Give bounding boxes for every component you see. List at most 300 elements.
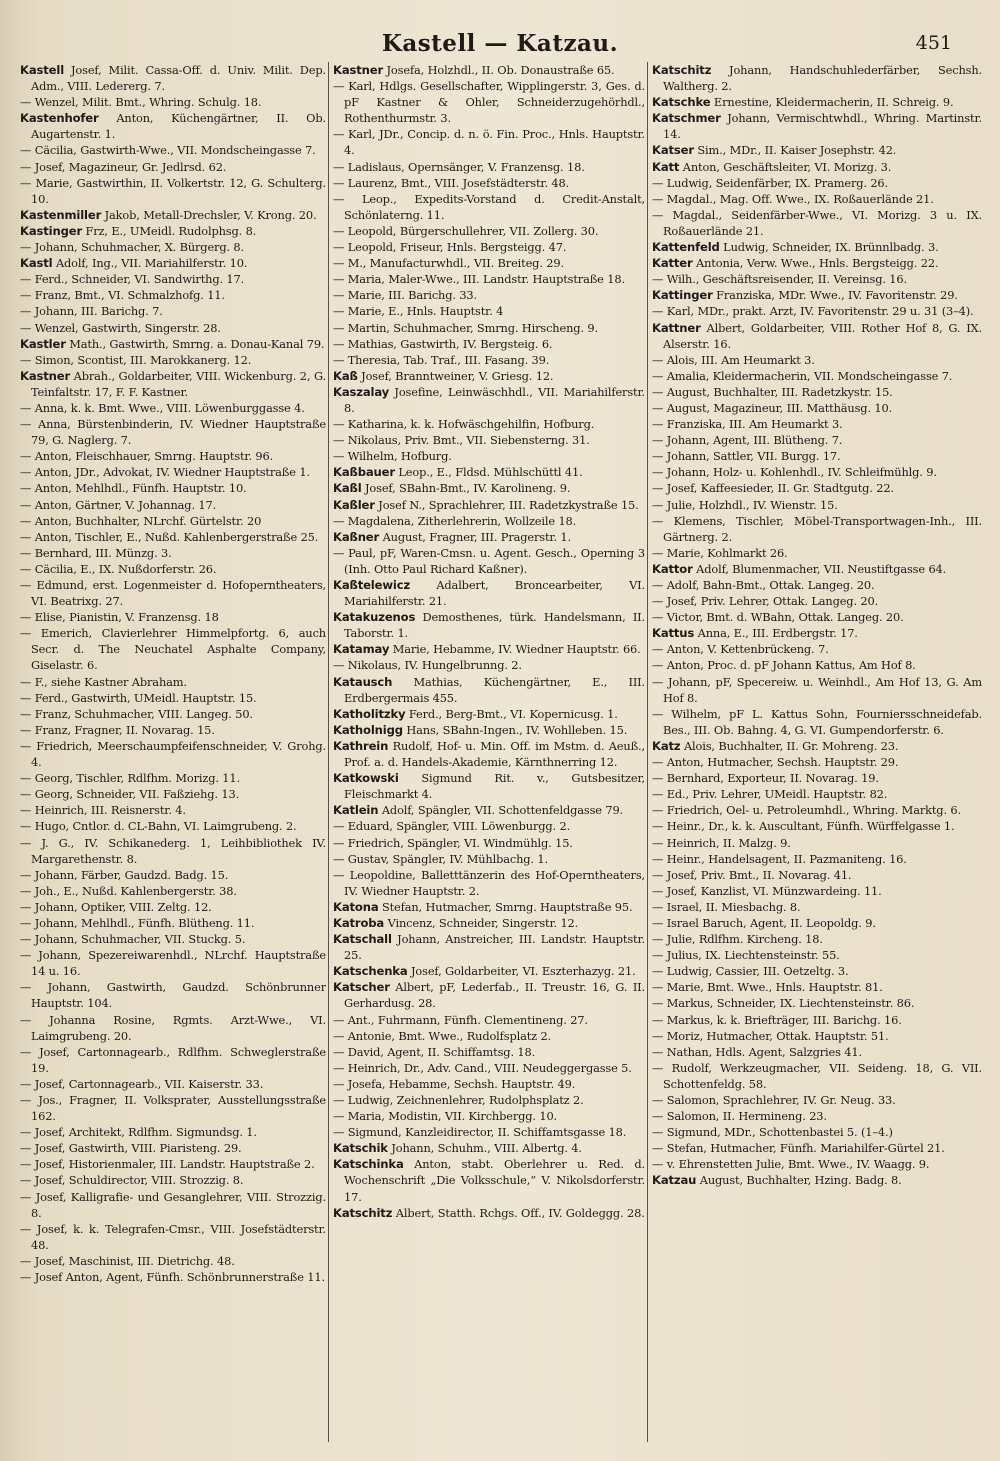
entry-details: — Julie, Rdlfhm. Kircheng. 18. <box>652 932 823 947</box>
entry-details: — Anton, Gärtner, V. Johannag. 17. <box>20 497 217 512</box>
directory-entry <box>20 497 326 513</box>
entry-details: — Josefa, Hebamme, Sechsh. Hauptstr. 49. <box>333 1076 576 1091</box>
entry-details: — Emerich, Clavierlehrer Himmelpfortg. 6, auch Secr. d. The Neuchatel Asphalte Company, Giselastr. 6. <box>20 626 326 673</box>
entry-details: Mathias, Küchengärtner, E., III. Erdbergermais 455. <box>344 674 645 705</box>
entry-details: — Alois, III. Am Heumarkt 3. <box>652 352 815 367</box>
directory-entry <box>333 448 645 464</box>
entry-details: — Bernhard, III. Münzg. 3. <box>20 545 172 560</box>
entry-details: — Marie, Bmt. Wwe., Hnls. Hauptstr. 81. <box>652 980 883 995</box>
directory-entry <box>20 352 326 368</box>
directory-entry <box>20 175 326 207</box>
entry-details: — Josef, Cartonnagearb., VII. Kaiserstr. 33. <box>20 1076 264 1091</box>
entry-details: — Johann, Schuhmacher, X. Bürgerg. 8. <box>20 240 244 255</box>
entry-surname: Katschall <box>333 932 392 947</box>
directory-entry <box>333 1044 645 1060</box>
entry-details: Anton, Küchengärtner, II. Ob. Augartenstr. 1. <box>31 111 326 142</box>
entry-details: — Leopoldine, Balletttänzerin des Hof-Operntheaters, IV. Wiedner Hauptstr. 2. <box>333 867 645 898</box>
directory-entry <box>333 1092 645 1108</box>
directory-entry <box>20 1172 326 1188</box>
entry-details: — Josef, Kanzlist, VI. Münzwardeing. 11. <box>652 883 882 898</box>
directory-entry <box>20 883 326 899</box>
entry-details: — Ludwig, Zeichnenlehrer, Rudolphsplatz 2. <box>333 1093 584 1107</box>
directory-entry <box>652 979 982 995</box>
entry-details: — Moriz, Hutmacher, Ottak. Hauptstr. 51. <box>652 1028 889 1043</box>
entry-surname: Kastner <box>20 368 71 383</box>
entry-details: — Franz, Bmt., VI. Schmalzhofg. 11. <box>20 288 225 303</box>
directory-entry <box>333 1140 645 1156</box>
directory-entry <box>20 448 326 464</box>
directory-entry <box>333 641 645 657</box>
entry-details: — Johann, Gastwirth, Gaudzd. Schönbrunner Hauptstr. 104. <box>20 980 326 1011</box>
entry-details: — Anna, k. k. Bmt. Wwe., VIII. Löwenburggasse 4. <box>20 400 305 415</box>
entry-details: — Georg, Tischler, Rdlfhm. Morizg. 11. <box>20 771 240 786</box>
directory-entry <box>652 255 982 271</box>
entry-details: — Martin, Schuhmacher, Smrng. Hirscheng. 9. <box>333 320 598 335</box>
entry-details: — M., Manufacturwhdl., VII. Breiteg. 29. <box>333 256 564 271</box>
directory-entry <box>652 368 982 384</box>
directory-entry <box>333 931 645 963</box>
directory-entry <box>333 175 645 191</box>
entry-details: — Anton, Proc. d. pF Johann Kattus, Am Hof 8. <box>652 658 916 673</box>
directory-entry <box>20 480 326 496</box>
directory-entry <box>20 368 326 400</box>
directory-entry <box>20 142 326 158</box>
directory-entry <box>20 416 326 448</box>
entry-surname: Kaszalay <box>333 384 390 399</box>
directory-entry <box>20 947 326 979</box>
directory-entry <box>20 110 326 142</box>
entry-details: — Johann, Sattler, VII. Burgg. 17. <box>652 449 841 464</box>
directory-entry <box>333 835 645 851</box>
directory-entry <box>652 674 982 706</box>
entry-details: Sigmund Rit. v., Gutsbesitzer, Fleischmarkt 4. <box>344 771 645 802</box>
entry-details: — Julius, IX. Liechtensteinstr. 55. <box>652 948 840 963</box>
directory-entry <box>652 1092 982 1108</box>
entry-details: — Heinrich, III. Reisnerstr. 4. <box>20 803 186 818</box>
entry-surname: Kaßner <box>333 529 380 544</box>
entry-details: — Josef, Architekt, Rdlfhm. Sigmundsg. 1. <box>20 1125 257 1140</box>
entry-details: — Katharina, k. k. Hofwäschgehilfin, Hofburg. <box>333 417 595 432</box>
directory-entry <box>333 899 645 915</box>
directory-entry <box>652 271 982 287</box>
entry-surname: Kaßtelewicz <box>333 578 411 592</box>
directory-entry <box>652 142 982 158</box>
entry-details: — Georg, Schneider, VII. Faßziehg. 13. <box>20 787 240 802</box>
directory-entry <box>652 963 982 979</box>
directory-entry <box>652 1028 982 1044</box>
directory-entry <box>652 448 982 464</box>
directory-entry <box>333 722 645 738</box>
entry-details: Albert, pF, Lederfab., II. Treustr. 16, G. II. Gerhardusg. 28. <box>344 980 645 1011</box>
entry-details: — Mathias, Gastwirth, IV. Bergsteig. 6. <box>333 336 553 351</box>
directory-entry <box>20 1253 326 1269</box>
column-3 <box>652 62 982 1447</box>
entry-details: — Heinrich, II. Malzg. 9. <box>652 835 791 850</box>
entry-details: — Markus, Schneider, IX. Liechtensteinstr. 86. <box>652 996 915 1011</box>
directory-entry <box>652 899 982 915</box>
directory-entry <box>652 738 982 754</box>
directory-entry <box>652 1156 982 1172</box>
directory-entry <box>652 561 982 577</box>
entry-details: — Johann, III. Barichg. 7. <box>20 304 163 319</box>
entry-details: — Anton, Tischler, E., Nußd. Kahlenbergerstraße 25. <box>20 529 319 544</box>
directory-entry <box>333 1028 645 1044</box>
directory-entry <box>652 416 982 432</box>
directory-entry <box>20 1012 326 1044</box>
entry-details: Johann, Vermischtwhdl., Whring. Martinstr. 14. <box>663 111 982 142</box>
directory-entry <box>20 464 326 480</box>
directory-entry <box>333 384 645 416</box>
entry-details: — Magdal., Mag. Off. Wwe., IX. Roßauerlände 21. <box>652 191 934 206</box>
directory-entry <box>333 802 645 818</box>
directory-entry <box>652 159 982 175</box>
entry-details: — Karl, MDr., prakt. Arzt, IV. Favoritenstr. 29 u. 31 (3–4). <box>652 304 974 319</box>
directory-entry <box>333 1012 645 1028</box>
entry-details: Adolf, Blumenmacher, VII. Neustiftgasse 64. <box>692 561 947 576</box>
directory-entry <box>652 320 982 352</box>
entry-details: — Friedrich, Oel- u. Petroleumhdl., Whring. Marktg. 6. <box>652 803 961 818</box>
entry-surname: Kaßler <box>333 497 375 512</box>
directory-entry <box>333 62 645 78</box>
directory-entry <box>20 1156 326 1172</box>
entry-surname: Kastell <box>20 63 65 77</box>
directory-entry <box>333 497 645 513</box>
entry-details: — Ed., Priv. Lehrer, UMeidl. Hauptstr. 82. <box>652 787 888 802</box>
entry-surname: Katschke <box>652 95 711 110</box>
entry-details: — Leopold, Friseur, Hnls. Bergsteigg. 47. <box>333 240 567 255</box>
entry-details: — Johann, Agent, III. Blütheng. 7. <box>652 433 843 448</box>
entry-details: — Sigmund, Kanzleidirector, II. Schiffamtsgasse 18. <box>333 1125 627 1140</box>
page-header <box>0 30 1000 66</box>
entry-surname: Katz <box>652 738 681 753</box>
directory-entry <box>20 1044 326 1076</box>
directory-entry <box>652 94 982 110</box>
directory-entry <box>652 287 982 303</box>
entry-details: — Johann, Schuhmacher, VII. Stuckg. 5. <box>20 932 246 947</box>
entry-details: Johann, Schuhm., VIII. Albertg. 4. <box>387 1141 582 1156</box>
directory-entry <box>20 320 326 336</box>
entry-details: — Wilhelm, pF L. Kattus Sohn, Fourniersschneidefab. Bes., III. Ob. Bahng. 4, G. VI. Gumpendorferstr. 6. <box>652 706 982 737</box>
entry-details: — Ferd., Schneider, VI. Sandwirthg. 17. <box>20 272 245 287</box>
directory-entry <box>652 625 982 641</box>
directory-entry <box>652 915 982 931</box>
directory-entry <box>333 336 645 352</box>
entry-details: — Johanna Rosine, Rgmts. Arzt-Wwe., VI. Laimgrubeng. 20. <box>20 1012 326 1043</box>
entry-details: — Franz, Fragner, II. Novarag. 15. <box>20 722 215 737</box>
directory-entry <box>333 223 645 239</box>
entry-details: — Nikolaus, Priv. Bmt., VII. Siebensterng. 31. <box>333 433 590 448</box>
directory-entry <box>652 175 982 191</box>
directory-entry <box>652 513 982 545</box>
entry-details: — Johann, pF, Specereiw. u. Weinhdl., Am Hof 13, G. Am Hof 8. <box>652 674 982 705</box>
directory-entry <box>652 62 982 94</box>
entry-details: — Heinr., Dr., k. k. Auscultant, Fünfh. Würffelgasse 1. <box>652 819 955 834</box>
entry-details: — Friedrich, Meerschaumpfeifenschneider, V. Grohg. 4. <box>20 738 326 770</box>
entry-surname: Kattenfeld <box>652 240 720 255</box>
directory-entry <box>333 464 645 480</box>
directory-entry <box>333 867 645 899</box>
entry-details: — Heinr., Handelsagent, II. Pazmaniteng. 16. <box>652 851 907 866</box>
entry-surname: Katschmer <box>652 111 721 126</box>
directory-entry <box>20 239 326 255</box>
entry-details: Albert, Goldarbeiter, VIII. Rother Hof 8, G. IX. Alserstr. 16. <box>663 320 982 351</box>
entry-details: — Maria, Modistin, VII. Kirchbergg. 10. <box>333 1109 558 1124</box>
entry-surname: Katlein <box>333 803 379 818</box>
entry-details: — Joh., E., Nußd. Kahlenbergerstr. 38. <box>20 883 237 898</box>
directory-entry <box>333 352 645 368</box>
entry-details: — Anna, Bürstenbinderin, IV. Wiedner Hauptstraße 79, G. Naglerg. 7. <box>20 417 326 448</box>
directory-entry <box>333 416 645 432</box>
entry-details: Josef N., Sprachlehrer, III. Radetzkystraße 15. <box>374 497 639 512</box>
directory-entry <box>652 577 982 593</box>
entry-details: — Salomon, II. Hermineng. 23. <box>652 1109 827 1124</box>
entry-surname: Kattus <box>652 626 695 641</box>
directory-entry <box>652 770 982 786</box>
directory-entry <box>333 915 645 931</box>
entry-details: — Leop., Expedits-Vorstand d. Credit-Anstalt, Schönlaterng. 11. <box>333 191 645 222</box>
directory-entry <box>652 802 982 818</box>
directory-entry <box>652 110 982 142</box>
entry-details: — Ladislaus, Opernsänger, V. Franzensg. 18. <box>333 159 585 174</box>
directory-entry <box>333 78 645 126</box>
directory-entry <box>652 384 982 400</box>
entry-details: — Josef, Schuldirector, VIII. Strozzig. 8. <box>20 1173 244 1188</box>
entry-details: — Wenzel, Gastwirth, Singerstr. 28. <box>20 320 221 335</box>
directory-entry <box>652 657 982 673</box>
entry-surname: Kattinger <box>652 288 713 303</box>
directory-entry <box>20 1189 326 1221</box>
directory-entry <box>333 1205 645 1221</box>
entry-details: Josef, SBahn-Bmt., IV. Karolineng. 9. <box>361 481 571 496</box>
entry-details: — v. Ehrenstetten Julie, Bmt. Wwe., IV. Waagg. 9. <box>652 1157 930 1172</box>
entry-details: — Anton, Fleischhauer, Smrng. Hauptstr. 96. <box>20 449 274 464</box>
directory-entry <box>333 609 645 641</box>
directory-entry <box>333 368 645 384</box>
entry-details: — Gustav, Spängler, IV. Mühlbachg. 1. <box>333 851 548 866</box>
entry-details: — Josef, k. k. Telegrafen-Cmsr., VIII. Josefstädterstr. 48. <box>20 1221 326 1252</box>
directory-entry <box>333 239 645 255</box>
directory-entry <box>652 239 982 255</box>
entry-details: Demosthenes, türk. Handelsmann, II. Taborstr. 1. <box>344 610 645 641</box>
entry-details: — Ferd., Gastwirth, UMeidl. Hauptstr. 15. <box>20 690 257 705</box>
entry-details: — Adolf, Bahn-Bmt., Ottak. Langeg. 20. <box>652 578 875 592</box>
entry-details: Franziska, MDr. Wwe., IV. Favoritenstr. 29. <box>712 288 958 303</box>
directory-entry <box>20 1124 326 1140</box>
entry-details: Ernestine, Kleidermacherin, II. Schreig. 9. <box>710 95 954 110</box>
directory-entry <box>652 1172 982 1188</box>
directory-entry <box>652 786 982 802</box>
directory-entry <box>333 255 645 271</box>
directory-entry <box>333 979 645 1011</box>
directory-entry <box>20 738 326 770</box>
directory-entry <box>20 786 326 802</box>
directory-entry <box>20 818 326 834</box>
directory-entry <box>333 303 645 319</box>
entry-surname: Katser <box>652 143 694 158</box>
directory-entry <box>333 577 645 609</box>
directory-entry <box>333 657 645 673</box>
directory-entry <box>333 159 645 175</box>
directory-entry <box>20 271 326 287</box>
directory-entry <box>652 947 982 963</box>
entry-details: — Johann, Holz- u. Kohlenhdl., IV. Schleifmühlg. 9. <box>652 465 937 480</box>
entry-surname: Katschitz <box>652 63 712 77</box>
directory-entry <box>333 1124 645 1140</box>
entry-surname: Kaß <box>333 368 358 383</box>
directory-entry <box>20 561 326 577</box>
page-title: Kastell — Katzau. <box>381 30 619 57</box>
directory-entry <box>652 432 982 448</box>
entry-details: Rudolf, Hof- u. Min. Off. im Mstm. d. Aeuß., Prof. a. d. Handels-Akademie, Kärnthnerring 12. <box>344 738 645 770</box>
directory-entry <box>20 1092 326 1124</box>
entry-details: — Elise, Pianistin, V. Franzensg. 18 <box>20 610 219 625</box>
directory-entry <box>333 770 645 802</box>
entry-details: — Sigmund, MDr., Schottenbastei 5. (1–4.) <box>652 1125 893 1140</box>
entry-details: — Markus, k. k. Briefträger, III. Barichg. 16. <box>652 1012 902 1027</box>
entry-details: Anton, Geschäftsleiter, VI. Morizg. 3. <box>679 159 892 174</box>
entry-surname: Kastner <box>333 63 384 77</box>
entry-surname: Katschik <box>333 1141 388 1156</box>
entry-details: — August, Magazineur, III. Matthäusg. 10. <box>652 400 893 415</box>
directory-entry <box>652 883 982 899</box>
entry-details: — Salomon, Sprachlehrer, IV. Gr. Neug. 33. <box>652 1093 896 1107</box>
entry-details: Josef, Milit. Cassa-Off. d. Univ. Milit. Dep. Adm., VIII. Ledererg. 7. <box>31 63 326 94</box>
directory-entry <box>652 1108 982 1124</box>
entry-surname: Kastl <box>20 256 53 271</box>
directory-entry <box>20 867 326 883</box>
directory-entry <box>20 1140 326 1156</box>
column-2 <box>333 62 645 1447</box>
entry-details: Sim., MDr., II. Kaiser Josephstr. 42. <box>693 143 897 158</box>
entry-details: — Anton, Hutmacher, Sechsh. Hauptstr. 29. <box>652 755 899 770</box>
entry-details: — Josef, Cartonnagearb., Rdlfhm. Schweglerstraße 19. <box>20 1044 326 1075</box>
entry-details: — Antonie, Bmt. Wwe., Rudolfsplatz 2. <box>333 1028 552 1043</box>
entry-details: Math., Gastwirth, Smrng. a. Donau-Kanal 79. <box>65 336 325 351</box>
directory-entry <box>333 432 645 448</box>
directory-entry <box>20 303 326 319</box>
entry-details: — J. G., IV. Schikanederg. 1, Leihbibliothek IV. Margarethenstr. 8. <box>20 835 326 866</box>
entry-surname: Katroba <box>333 915 385 930</box>
entry-details: — Marie, Gastwirthin, II. Volkertstr. 12, G. Schulterg. 10. <box>20 175 326 206</box>
entry-surname: Katzau <box>652 1173 697 1188</box>
entry-details: Johann, Anstreicher, III. Landstr. Hauptstr. 25. <box>344 932 645 963</box>
directory-entry <box>333 1060 645 1076</box>
directory-entry <box>652 352 982 368</box>
entry-surname: Katausch <box>333 674 393 689</box>
directory-entry <box>20 529 326 545</box>
entry-details: Albert, Statth. Rchgs. Off., IV. Goldeggg. 28. <box>392 1205 645 1220</box>
entry-details: — Anton, V. Kettenbrückeng. 7. <box>652 642 829 657</box>
entry-surname: Katschinka <box>333 1157 404 1172</box>
directory-entry <box>333 1076 645 1092</box>
entry-details: — Israel, II. Miesbachg. 8. <box>652 899 801 914</box>
directory-entry <box>333 818 645 834</box>
entry-details: — Edmund, erst. Logenmeister d. Hofoperntheaters, VI. Beatrixg. 27. <box>20 578 326 609</box>
entry-details: — Johann, Optiker, VIII. Zeltg. 12. <box>20 899 212 914</box>
entry-details: — Julie, Holzhdl., IV. Wienstr. 15. <box>652 497 838 512</box>
entry-details: — Rudolf, Werkzeugmacher, VII. Seideng. 18, G. VII. Schottenfeldg. 58. <box>652 1060 982 1091</box>
entry-details: Anna, E., III. Erdbergstr. 17. <box>694 626 858 641</box>
entry-details: Adolf, Spängler, VII. Schottenfeldgasse 79. <box>378 803 624 818</box>
entry-surname: Katona <box>333 899 379 914</box>
directory-entry <box>333 529 645 545</box>
directory-entry <box>333 126 645 158</box>
entry-surname: Katkowski <box>333 771 399 786</box>
entry-surname: Katholnigg <box>333 722 403 737</box>
directory-entry <box>333 320 645 336</box>
directory-entry <box>20 94 326 110</box>
directory-entry <box>652 191 982 207</box>
directory-entry <box>20 62 326 94</box>
entry-details: — Laurenz, Bmt., VIII. Josefstädterstr. 48. <box>333 175 570 190</box>
entry-surname: Katscher <box>333 980 390 995</box>
entry-details: — Ludwig, Cassier, III. Oetzeltg. 3. <box>652 964 849 979</box>
entry-details: — Nikolaus, IV. Hungelbrunng. 2. <box>333 658 522 673</box>
entry-details: — Maria, Maler-Wwe., III. Landstr. Hauptstraße 18. <box>333 272 625 287</box>
directory-entry <box>20 336 326 352</box>
directory-entry <box>333 674 645 706</box>
entry-details: Leop., E., Fldsd. Mühlschüttl 41. <box>394 465 583 480</box>
directory-entry <box>652 1124 982 1140</box>
directory-entry <box>20 931 326 947</box>
directory-entry <box>652 995 982 1011</box>
entry-details: — Theresia, Tab. Traf., III. Fasang. 39. <box>333 352 550 367</box>
entry-details: Johann, Handschuhlederfärber, Sechsh. Waltherg. 2. <box>663 63 982 94</box>
entry-details: Stefan, Hutmacher, Smrng. Hauptstraße 95. <box>378 899 633 914</box>
entry-details: — Jos., Fragner, II. Volksprater, Ausstellungsstraße 162. <box>20 1093 326 1124</box>
entry-details: — Anton, JDr., Advokat, IV. Wiedner Hauptstraße 1. <box>20 465 310 480</box>
entry-details: — Heinrich, Dr., Adv. Cand., VIII. Neudeggergasse 5. <box>333 1060 632 1075</box>
directory-entry <box>652 609 982 625</box>
entry-details: Josef, Branntweiner, V. Griesg. 12. <box>357 368 554 383</box>
directory-entry <box>20 223 326 239</box>
entry-details: — Franz, Schuhmacher, VIII. Langeg. 50. <box>20 706 253 721</box>
entry-surname: Katakuzenos <box>333 610 416 625</box>
directory-entry <box>333 287 645 303</box>
entry-surname: Katholitzky <box>333 706 406 721</box>
entry-details: Josefa, Holzhdl., II. Ob. Donaustraße 65. <box>383 63 615 77</box>
entry-details: Adalbert, Broncearbeiter, VI. Mariahilferstr. 21. <box>344 578 645 609</box>
entry-details: — David, Agent, II. Schiffamtsg. 18. <box>333 1044 536 1059</box>
entry-details: — Ludwig, Seidenfärber, IX. Pramerg. 26. <box>652 175 888 190</box>
entry-details: Jakob, Metall-Drechsler, V. Krong. 20. <box>101 207 317 222</box>
entry-surname: Kathrein <box>333 738 389 753</box>
columns <box>20 62 982 1452</box>
directory-entry <box>652 818 982 834</box>
entry-surname: Kastenmiller <box>20 207 102 222</box>
entry-details: Josef, Goldarbeiter, VI. Eszterhazyg. 21. <box>407 964 636 979</box>
entry-details: — Wilh., Geschäftsreisender, II. Vereinsg. 16. <box>652 272 907 287</box>
entry-details: Adolf, Ing., VII. Mariahilferstr. 10. <box>52 256 248 271</box>
entry-details: — Franziska, III. Am Heumarkt 3. <box>652 417 843 432</box>
directory-entry <box>652 851 982 867</box>
entry-surname: Kastler <box>20 336 66 351</box>
directory-entry <box>20 513 326 529</box>
entry-details: Abrah., Goldarbeiter, VIII. Wickenburg. 2, G. Teinfaltstr. 17, F. F. Kastner. <box>31 368 326 399</box>
entry-details: — Victor, Bmt. d. WBahn, Ottak. Langeg. 20. <box>652 610 904 625</box>
entry-details: Alois, Buchhalter, II. Gr. Mohreng. 23. <box>680 738 899 753</box>
entry-details: — Marie, Kohlmarkt 26. <box>652 545 788 560</box>
entry-surname: Katter <box>652 256 693 271</box>
entry-details: — Josef, Kaffeesieder, II. Gr. Stadtgutg. 22. <box>652 481 894 496</box>
entry-details: — Marie, III. Barichg. 33. <box>333 288 477 303</box>
directory-entry <box>652 480 982 496</box>
directory-entry <box>20 722 326 738</box>
entry-details: — Cäcilia, Gastwirth-Wwe., VII. Mondscheingasse 7. <box>20 143 316 158</box>
directory-entry <box>652 1140 982 1156</box>
directory-entry <box>652 931 982 947</box>
entry-surname: Katschenka <box>333 964 408 979</box>
